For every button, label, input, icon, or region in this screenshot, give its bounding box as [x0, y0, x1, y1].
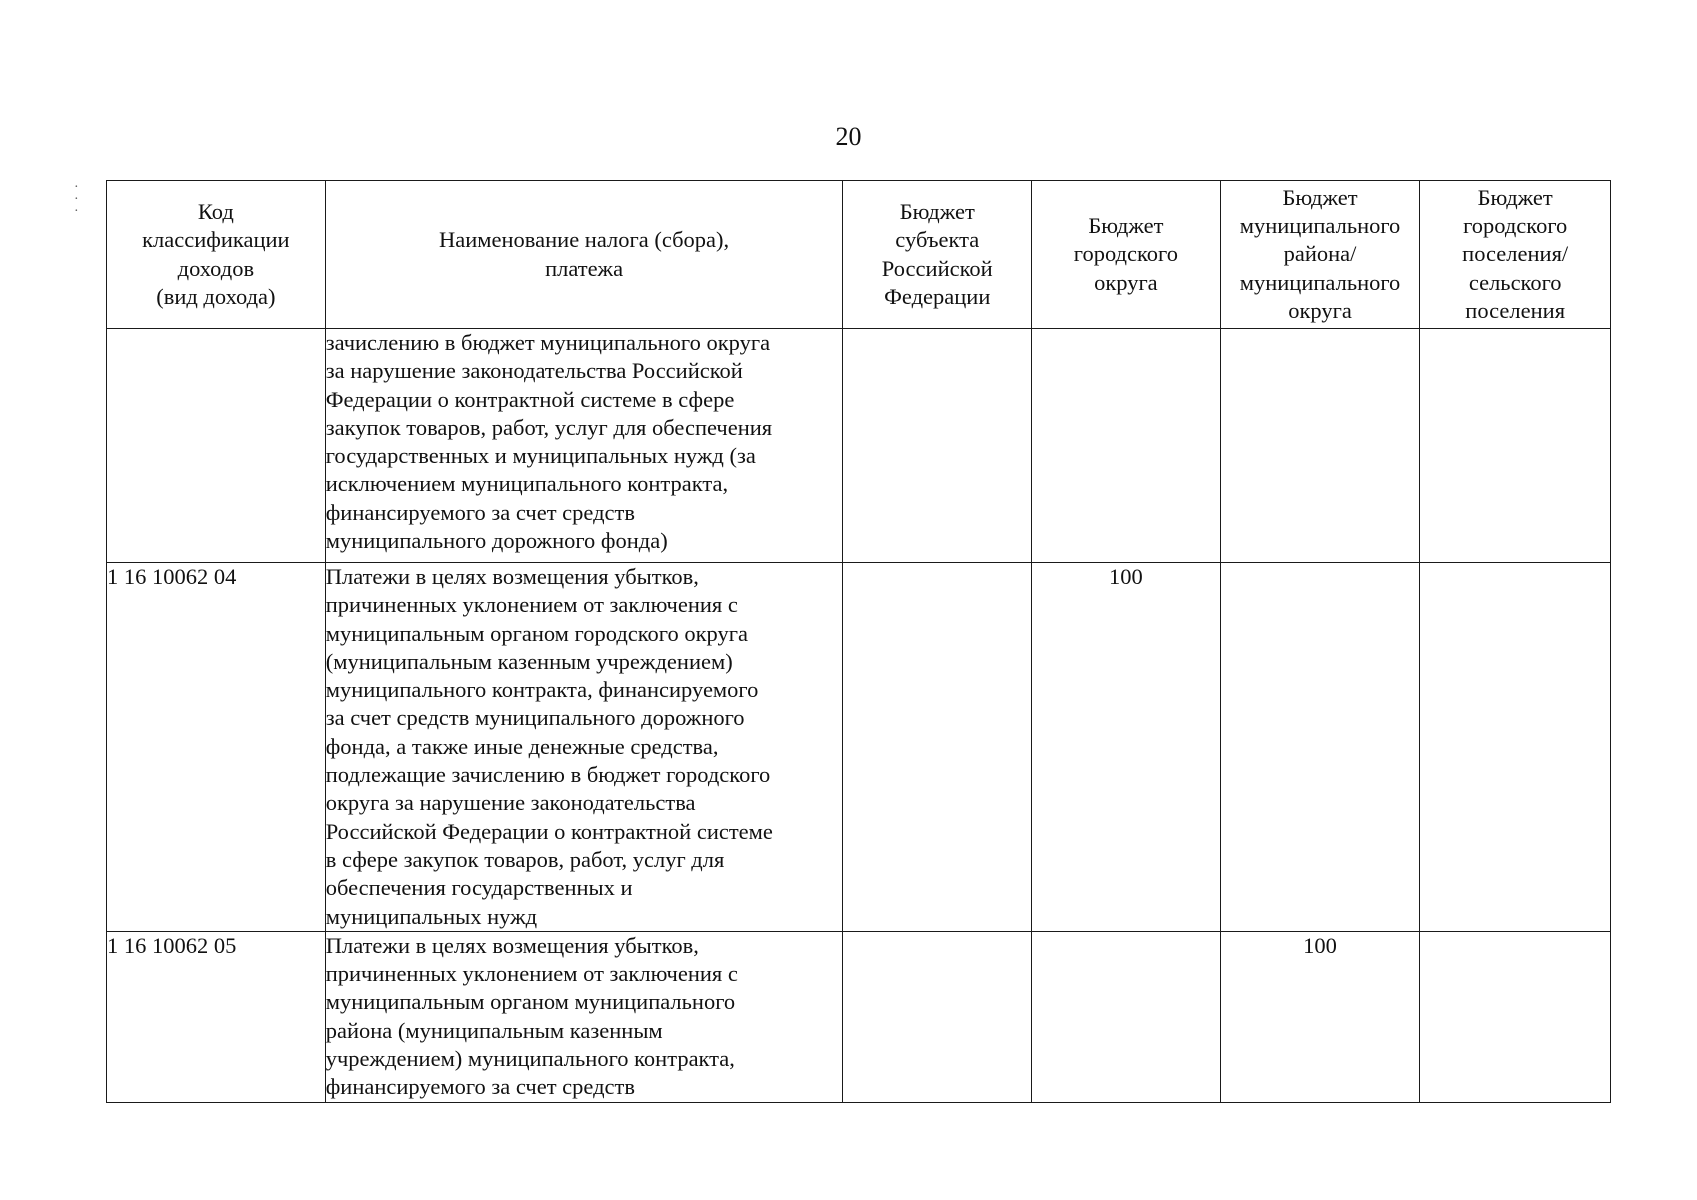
subject-budget-cell — [843, 931, 1032, 1102]
table-row — [107, 563, 1611, 932]
table-row — [107, 329, 1611, 563]
name-line: учреждением) муниципального контракта, — [325, 1046, 735, 1072]
code-cell: 1 16 10062 04 — [107, 563, 326, 932]
header-line: Наименование налога (сбора), — [439, 227, 730, 253]
header-line: Федерации — [884, 283, 991, 309]
name-line: Российской Федерации о контрактной системе — [325, 818, 773, 844]
subject-budget-cell — [843, 563, 1032, 932]
municipal-district-budget-cell — [1220, 329, 1420, 563]
header-name — [325, 181, 843, 329]
city-district-budget-cell: 100 — [1032, 563, 1221, 932]
name-line: финансируемого за счет средств — [325, 1074, 635, 1100]
header-line: муниципального — [1239, 213, 1401, 239]
margin-marks: · · · — [74, 180, 79, 219]
code-cell: 1 16 10062 05 — [107, 931, 326, 1102]
municipal-district-budget-cell — [1220, 563, 1420, 932]
header-subject-budget — [843, 181, 1032, 329]
header-code — [107, 181, 326, 329]
header-line: района/ — [1283, 241, 1357, 267]
table-row — [107, 931, 1611, 1102]
city-district-budget-cell — [1032, 931, 1221, 1102]
name-line: зачислению в бюджет муниципального округа — [325, 330, 771, 355]
header-line: Бюджет — [1088, 213, 1164, 239]
page-number: 20 — [835, 122, 862, 151]
name-line: закупок товаров, работ, услуг для обеспечения — [325, 414, 773, 440]
header-line: Бюджет — [899, 198, 975, 224]
table-header — [107, 181, 1611, 329]
header-settlement-budget — [1420, 181, 1611, 329]
name-line: муниципального контракта, финансируемого — [325, 677, 759, 703]
header-line: муниципального — [1239, 269, 1401, 295]
name-line: государственных и муниципальных нужд (за — [325, 443, 756, 469]
name-line: причиненных уклонением от заключения с — [325, 592, 738, 618]
subject-budget-cell — [843, 329, 1032, 563]
header-line: платежа — [545, 255, 624, 281]
header-line: Российской — [881, 255, 993, 281]
header-line: сельского — [1468, 269, 1562, 295]
header-line: городского — [1463, 213, 1568, 239]
name-line: за счет средств муниципального дорожного — [325, 705, 745, 731]
header-line: Бюджет — [1477, 184, 1553, 210]
name-cell — [325, 563, 843, 932]
settlement-budget-cell — [1420, 329, 1611, 563]
code-cell — [107, 329, 326, 563]
header-line: Код — [197, 198, 234, 224]
settlement-budget-cell — [1420, 931, 1611, 1102]
name-line: исключением муниципального контракта, — [325, 471, 729, 497]
name-line: Платежи в целях возмещения убытков, — [325, 932, 699, 958]
name-line: муниципальным органом муниципального — [325, 989, 736, 1015]
name-line: причиненных уклонением от заключения с — [325, 961, 738, 987]
name-line: муниципальных нужд — [325, 903, 538, 929]
name-line: фонда, а также иные денежные средства, — [325, 733, 719, 759]
name-line: округа за нарушение законодательства — [325, 790, 696, 816]
table-body — [107, 329, 1611, 1103]
header-line: субъекта — [895, 227, 980, 253]
name-cell — [325, 329, 843, 563]
name-line: (муниципальным казенным учреждением) — [325, 648, 733, 674]
name-line: Платежи в целях возмещения убытков, — [325, 564, 699, 589]
name-line: муниципальным органом городского округа — [325, 620, 748, 646]
header-row — [107, 181, 1611, 329]
name-cell — [325, 931, 843, 1102]
header-line: классификации — [142, 227, 290, 253]
header-municipal-district-budget — [1220, 181, 1420, 329]
header-city-district-budget — [1032, 181, 1221, 329]
name-line: обеспечения государственных и — [325, 875, 633, 901]
name-line: подлежащие зачислению в бюджет городского — [325, 762, 771, 788]
name-line: финансируемого за счет средств — [325, 499, 635, 525]
header-line: городского — [1073, 241, 1178, 267]
municipal-district-budget-cell: 100 — [1220, 931, 1420, 1102]
name-line: района (муниципальным казенным — [325, 1017, 663, 1043]
name-line: муниципального дорожного фонда) — [325, 528, 668, 554]
city-district-budget-cell — [1032, 329, 1221, 563]
settlement-budget-cell — [1420, 563, 1611, 932]
header-line: поселения/ — [1462, 241, 1569, 267]
header-line: поселения — [1465, 297, 1566, 323]
header-line: (вид дохода) — [156, 283, 276, 309]
header-line: округа — [1094, 269, 1158, 295]
header-line: доходов — [177, 255, 255, 281]
revenue-distribution-table — [106, 180, 1611, 1103]
header-line: округа — [1288, 297, 1352, 323]
name-line: в сфере закупок товаров, работ, услуг для — [325, 846, 725, 872]
header-line: Бюджет — [1282, 184, 1358, 210]
name-line: Федерации о контрактной системе в сфере — [325, 386, 735, 412]
name-line: за нарушение законодательства Российской — [325, 358, 743, 384]
